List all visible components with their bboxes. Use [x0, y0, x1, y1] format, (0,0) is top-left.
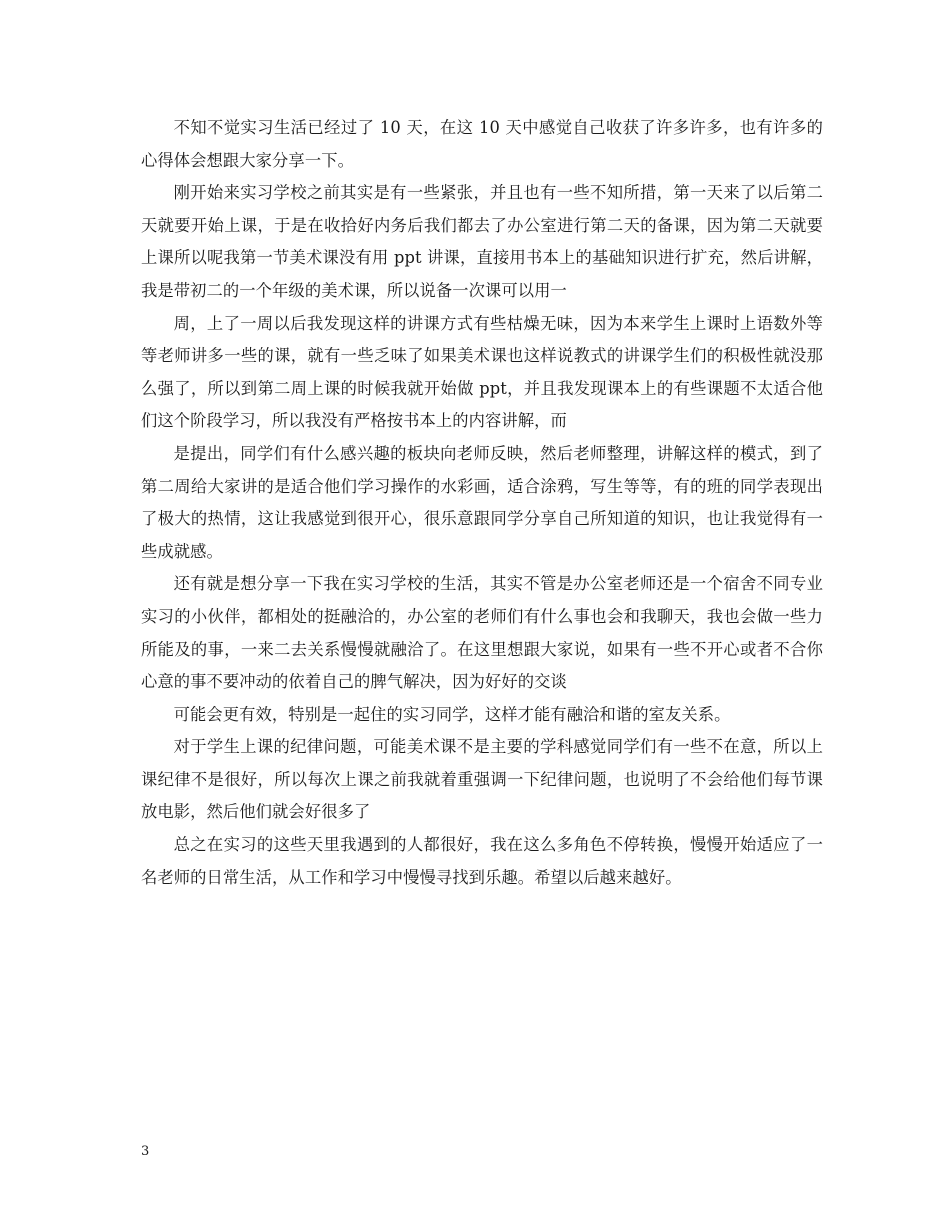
- paragraph-2: 刚开始来实习学校之前其实是有一些紧张，并且也有一些不知所措，第一天来了以后第二天就要开始上课，于是在收拾好内务后我们都去了办公室进行第二天的备课，因为第二天就要上课所以呢我第一节美术课没有用 ppt 讲课，直接用书本上的基础知识进行扩充，然后讲解，我是带初二的一个年级的美术课，所以说备一次课可以用一: [141, 183, 823, 300]
- body-text: [141, 112, 823, 894]
- paragraph-5: 还有就是想分享一下我在实习学校的生活，其实不管是办公室老师还是一个宿舍不同专业实习的小伙伴，都相处的挺融洽的，办公室的老师们有什么事也会和我聊天，我也会做一些力所能及的事，一来二去关系慢慢就融洽了。在这里想跟大家说，如果有一些不开心或者不合你心意的事不要冲动的依着自己的脾气解决，因为好好的交谈: [141, 574, 823, 692]
- paragraph-8: 总之在实习的这些天里我遇到的人都很好，我在这么多角色不停转换，慢慢开始适应了一名老师的日常生活，从工作和学习中慢慢寻找到乐趣。希望以后越来越好。: [141, 835, 823, 887]
- paragraph-6: 可能会更有效，特别是一起住的实习同学，这样才能有融洽和谐的室友关系。: [173, 704, 731, 724]
- paragraph-7: 对于学生上课的纪律问题，可能美术课不是主要的学科感觉同学们有一些不在意，所以上课纪律不是很好，所以每次上课之前我就着重强调一下纪律问题，也说明了不会给他们每节课放电影，然后他们就会好很多了: [141, 737, 823, 822]
- paragraph-4: 是提出，同学们有什么感兴趣的板块向老师反映，然后老师整理，讲解这样的模式，到了第二周给大家讲的是适合他们学习操作的水彩画，适合涂鸦，写生等等，有的班的同学表现出了极大的热情，这让我感觉到很开心，很乐意跟同学分享自己所知道的知识，也让我觉得有一些成就感。: [141, 443, 823, 561]
- paragraph-1: 不知不觉实习生活已经过了 10 天，在这 10 天中感觉自己收获了许多许多，也有许多的心得体会想跟大家分享一下。: [141, 118, 823, 170]
- paragraph-3: 周，上了一周以后我发现这样的讲课方式有些枯燥无味，因为本来学生上课时上语数外等等老师讲多一些的课，就有一些乏味了如果美术课也这样说教式的讲课学生们的积极性就没那么强了，所以到第二周上课的时候我就开始做 ppt，并且我发现课本上的有些课题不太适合他们这个阶段学习，所以我没有严格按书本上的内容讲解，而: [141, 313, 823, 431]
- page-number: 3: [141, 1144, 150, 1159]
